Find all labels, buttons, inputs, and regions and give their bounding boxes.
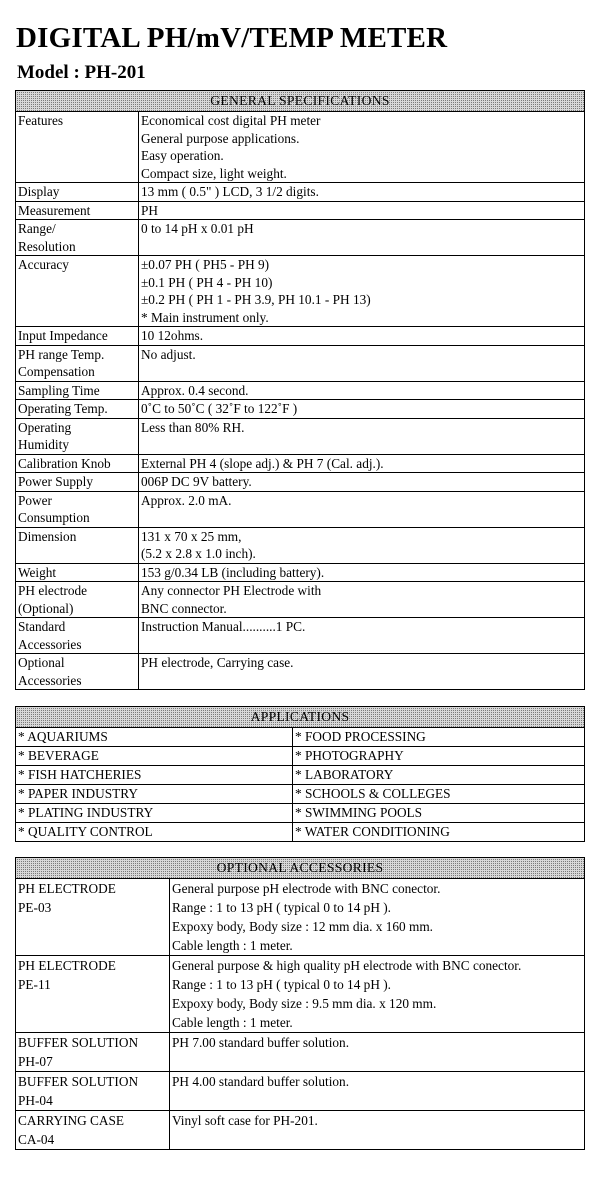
row-value-line: * Main instrument only. [141,309,269,325]
row-label [16,582,139,618]
row-value-line: 10 12ohms. [141,328,204,343]
row-value [139,418,585,454]
row-label-line: PH ELECTRODE [18,958,116,973]
row-label-line: Power [18,492,52,508]
application-item: * PHOTOGRAPHY [293,747,585,766]
page-title: DIGITAL PH/mV/TEMP METER [16,22,448,54]
row-value-line: Easy operation. [141,148,224,163]
row-label-line: Accuracy [18,257,69,272]
table-row [16,1033,585,1072]
row-value [139,183,585,202]
row-value-line: (5.2 x 2.8 x 1.0 inch). [141,546,256,561]
row-label [16,381,139,400]
row-value-line: General purpose & high quality pH electrode with BNC conector. [172,958,522,973]
optional-accessories-heading: OPTIONAL ACCESSORIES [16,858,585,879]
row-value [170,1033,585,1072]
row-value-line: General purpose applications. [141,130,300,146]
row-value-line: Vinyl soft case for PH-201. [172,1113,318,1128]
table-row [16,491,585,527]
row-value-line: Range : 1 to 13 pH ( typical 0 to 14 pH ). [172,977,391,992]
row-value [139,381,585,400]
table-row [16,454,585,473]
row-label-line: Accessories [18,636,82,652]
row-value-line: Approx. 0.4 second. [141,382,249,398]
application-item: * PLATING INDUSTRY [16,804,293,823]
row-label-line: Display [18,184,60,199]
table-row [16,400,585,419]
row-label-line: PE-11 [18,977,51,992]
row-value-line: ±0.2 PH ( PH 1 - PH 3.9, PH 10.1 - PH 13) [141,292,371,307]
row-value [170,956,585,1033]
row-value [139,220,585,256]
row-label-line: PH-07 [18,1054,53,1069]
row-label-line: Weight [18,564,57,580]
row-value [139,345,585,381]
table-row [16,473,585,492]
row-label-line: CA-04 [18,1132,55,1147]
row-label [16,220,139,256]
row-value-line: Expoxy body, Body size : 12 mm dia. x 160 mm. [172,919,433,934]
row-value-line: Less than 80% RH. [141,419,245,435]
row-value [139,400,585,419]
row-value [170,1111,585,1150]
table-row [16,823,585,842]
row-label-line: PH electrode [18,583,88,598]
application-item: * SWIMMING POOLS [293,804,585,823]
row-value-line: External PH 4 (slope adj.) & PH 7 (Cal. adj.). [141,455,384,471]
row-value [139,563,585,582]
row-value-line: 131 x 70 x 25 mm, [141,528,242,544]
row-label-line: BUFFER SOLUTION [18,1074,139,1089]
row-value-line: Economical cost digital PH meter [141,113,321,128]
applications-heading: APPLICATIONS [16,707,585,728]
row-value-line: Instruction Manual..........1 PC. [141,619,306,634]
table-row [16,747,585,766]
row-value [139,112,585,183]
row-label [16,618,139,654]
row-label [16,654,139,690]
row-label-line: Dimension [18,528,77,544]
table-row [16,527,585,563]
row-value-line: Range : 1 to 13 pH ( typical 0 to 14 pH ). [172,900,391,915]
table-row [16,220,585,256]
row-label-line: Optional [18,655,65,670]
row-label [16,473,139,492]
row-label [16,527,139,563]
row-label-line: Compensation [18,364,95,379]
row-label [16,183,139,202]
table-row [16,766,585,785]
row-label-line: Humidity [18,437,69,452]
application-item: * SCHOOLS & COLLEGES [293,785,585,804]
table-row [16,879,585,956]
table-row [16,1072,585,1111]
row-value-line: PH 4.00 standard buffer solution. [172,1074,350,1089]
row-value-line: PH [141,202,158,218]
row-value [170,1072,585,1111]
row-value [139,527,585,563]
row-label [16,1072,170,1111]
row-label [16,327,139,346]
application-item: * WATER CONDITIONING [293,823,585,842]
row-value-line: BNC connector. [141,600,227,616]
optional-accessories-table [15,857,585,1150]
row-value-line: Approx. 2.0 mA. [141,492,232,508]
table-row [16,201,585,220]
row-label-line: Measurement [18,202,91,218]
table-row [16,256,585,327]
table-row [16,785,585,804]
row-label-line: Accessories [18,672,82,688]
table-row [16,618,585,654]
row-value [139,454,585,473]
row-value [139,256,585,327]
table-row [16,381,585,400]
row-value-line: 0 to 14 pH x 0.01 pH [141,221,254,236]
row-value-line: Expoxy body, Body size : 9.5 mm dia. x 120 mm. [172,996,437,1011]
application-item: * QUALITY CONTROL [16,823,293,842]
row-label-line: PH ELECTRODE [18,881,116,896]
row-label [16,491,139,527]
row-value-line: 006P DC 9V battery. [141,474,252,489]
table-row [16,654,585,690]
application-item: * FISH HATCHERIES [16,766,293,785]
row-label [16,418,139,454]
row-value-line: Cable length : 1 meter. [172,1015,293,1030]
row-label-line: Input Impedance [18,328,108,343]
row-label-line: PE-03 [18,900,52,915]
row-label [16,454,139,473]
table-row [16,956,585,1033]
application-item: * PAPER INDUSTRY [16,785,293,804]
row-label [16,956,170,1033]
row-value [139,654,585,690]
table-row [16,345,585,381]
row-label [16,400,139,419]
row-value-line: General purpose pH electrode with BNC conector. [172,881,441,896]
row-value-line: Compact size, light weight. [141,165,287,181]
table-row [16,327,585,346]
row-value [170,879,585,956]
row-value-line: Cable length : 1 meter. [172,938,293,953]
row-value [139,618,585,654]
row-label-line: CARRYING CASE [18,1113,125,1128]
application-item: * AQUARIUMS [16,728,293,747]
row-value-line: No adjust. [141,346,196,362]
row-label-line: Calibration Knob [18,455,111,471]
table-row [16,563,585,582]
row-value [139,582,585,618]
row-label-line: Operating [18,419,72,435]
row-value [139,201,585,220]
row-label [16,563,139,582]
row-label-line: BUFFER SOLUTION [18,1035,139,1050]
row-label-line: Standard [18,619,66,634]
row-value [139,327,585,346]
application-item: * BEVERAGE [16,747,293,766]
row-label [16,1033,170,1072]
application-item: * FOOD PROCESSING [293,728,585,747]
general-specifications-heading: GENERAL SPECIFICATIONS [16,91,585,112]
row-label-line: Consumption [18,510,90,525]
table-row [16,112,585,183]
row-label [16,879,170,956]
row-label [16,345,139,381]
row-value-line: 153 g/0.34 LB (including battery). [141,564,325,580]
row-value-line: Any connector PH Electrode with [141,583,322,598]
table-row [16,804,585,823]
applications-table [15,706,585,842]
row-label-line: PH range Temp. [18,346,105,362]
row-value-line: 0˚C to 50˚C ( 32˚F to 122˚F ) [141,401,298,416]
table-row [16,582,585,618]
row-label [16,1111,170,1150]
row-value [139,473,585,492]
row-label-line: Operating Temp. [18,401,108,416]
row-label-line: Range/ [18,221,56,236]
row-label-line: Sampling Time [18,382,100,398]
row-label-line: PH-04 [18,1093,53,1108]
table-row [16,183,585,202]
row-label-line: (Optional) [18,600,74,616]
row-label-line: Power Supply [18,474,93,489]
row-label-line: Features [18,113,64,128]
application-item: * LABORATORY [293,766,585,785]
row-value-line: PH 7.00 standard buffer solution. [172,1035,350,1050]
row-value [139,491,585,527]
general-specifications-table [15,90,585,690]
row-value-line: 13 mm ( 0.5" ) LCD, 3 1/2 digits. [141,184,319,199]
table-row [16,418,585,454]
table-row [16,728,585,747]
row-value-line: PH electrode, Carrying case. [141,655,294,670]
row-label-line: Resolution [18,238,76,254]
row-value-line: ±0.07 PH ( PH5 - PH 9) [141,257,270,272]
row-label [16,201,139,220]
table-row [16,1111,585,1150]
row-value-line: ±0.1 PH ( PH 4 - PH 10) [141,274,273,290]
row-label [16,112,139,183]
model-number: Model : PH-201 [17,62,146,83]
row-label [16,256,139,327]
